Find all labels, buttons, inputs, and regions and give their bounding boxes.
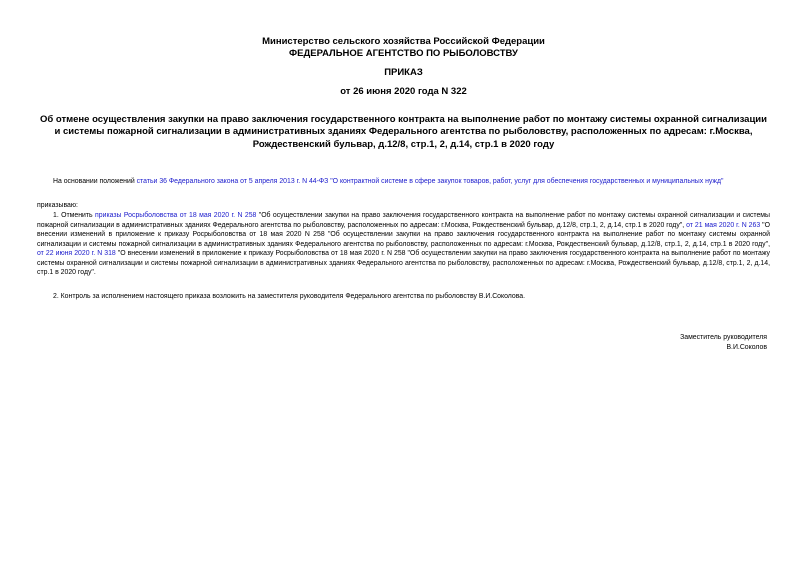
- item1-text-1: 1. Отменить: [53, 212, 96, 219]
- order-258-link[interactable]: приказы Росрыболовства от 18 мая 2020 г. N 258: [95, 212, 257, 219]
- order-word: приказываю:: [37, 202, 78, 209]
- signer-name: В.И.Соколов: [726, 344, 767, 351]
- order-item-1: [37, 211, 770, 278]
- item1-text-2: "Об осуществлении закупки на право заключения государственного контракта на выполнение работ по монтажу системы охранной сигнализации и системы пожарной сигнализации в административных зданиях Федерального агентства по рыболовству, расположенных по адресам: г.Москва, Рождественский бульвар, д.12/8, стр.1, 2, д.14, стр.1 в 2020 году",: [37, 212, 770, 229]
- issuer-block: [0, 36, 807, 60]
- signer-position: Заместитель руководителя: [680, 334, 767, 341]
- item1-text-3: "О внесении изменений в приложение к приказу Росрыболовства от 18 мая 2020 N 258 "Об осуществлении закупки на право заключения государственного контракта на выполнение работ по монтажу системы охранной сигнализации и системы пожарной сигнализации в административных зданиях Федерального агентства по рыболовству, расположенных по адресам: г.Москва, Рождественский бульвар, д.12/8, стр.1, 2, д.14, стр.1 в 2020 году",: [37, 221, 770, 248]
- order-item-2: 2. Контроль за исполнением настоящего приказа возложить на заместителя руководителя Федерального агентства по рыболовству В.И.Соколова.: [53, 293, 526, 300]
- ministry-name: Министерство сельского хозяйства Российской Федерации: [262, 36, 545, 47]
- order-263-link[interactable]: от 21 мая 2020 г. N 263: [686, 221, 761, 229]
- preamble-lead: На основании положений: [53, 178, 137, 185]
- document-type: ПРИКАЗ: [384, 67, 423, 78]
- preamble-paragraph: [37, 177, 770, 187]
- item1-text-4: "О внесении изменений в приложение к приказу Росрыболовства от 18 мая 2020 г. N 258 "Об осуществлении закупки на право заключения государственного контракта на выполнение работ по монтажу системы охранной сигнализации и системы пожарной сигнализации в административных зданиях Федерального агентства по рыболовству, расположенных по адресам: г.Москва, Рождественский бульвар, д.12/8, стр.1, 2, д.14, стр.1 в 2020 году".: [37, 250, 770, 276]
- document-subject: Об отмене осуществления закупки на право заключения государственного контракта на выполнение работ по монтажу системы охранной сигнализации и системы пожарной сигнализации в административных зданиях Федерального агентства по рыболовству, расположенных по адресам: г.Москва, Рождественский бульвар, д.12/8, стр.1, 2, д.14, стр.1 в 2020 году: [39, 114, 767, 150]
- signature-block: [567, 333, 767, 353]
- document-date-number: от 26 июня 2020 года N 322: [340, 86, 467, 97]
- order-318-link[interactable]: от 22 июня 2020 г. N 318: [37, 250, 116, 257]
- law-link[interactable]: статьи 36 Федерального закона от 5 апреля 2013 г. N 44-ФЗ "О контрактной системе в сфере закупок товаров, работ, услуг для обеспечения государственных и муниципальных нужд": [136, 178, 724, 185]
- agency-name: ФЕДЕРАЛЬНОЕ АГЕНТСТВО ПО РЫБОЛОВСТВУ: [289, 48, 518, 59]
